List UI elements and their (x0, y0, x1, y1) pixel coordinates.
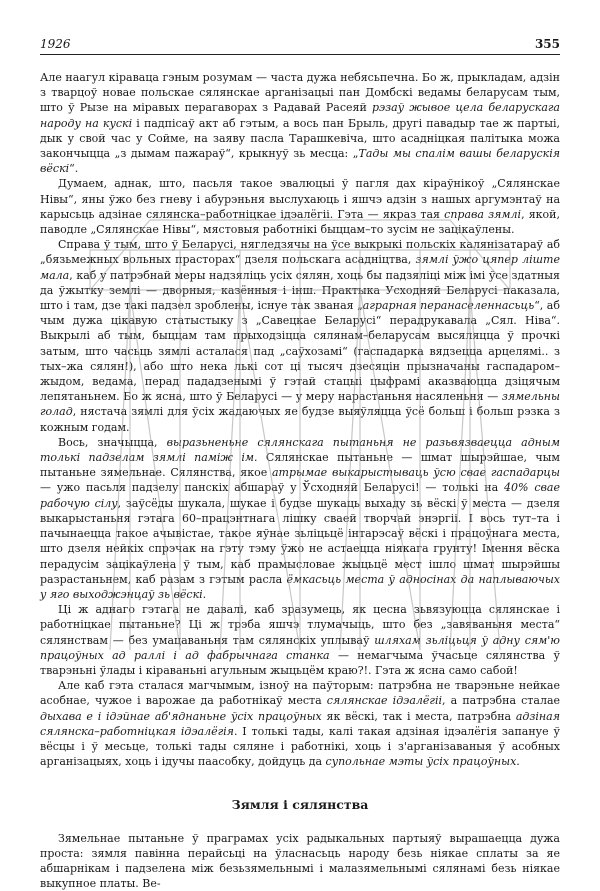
text-run: . (202, 587, 207, 601)
paragraph (40, 602, 560, 678)
text-run: Вось, значыцца, (58, 435, 167, 449)
italic-text: выразьненьне сялянскага пытаньня не разьвязваецца адным толькі падзелам зямлі паміж ім. (40, 435, 560, 465)
text-body-before (40, 70, 560, 769)
section-title: Зямля і сялянства (231, 797, 369, 813)
page-number: 355 (534, 37, 560, 51)
paragraph (40, 70, 560, 176)
text-run: , нястача зямлі для ўсіх жадаючых яе будзе выяўляцца ўсё больш і больш рэзка з кожным годам. (40, 405, 560, 434)
text-run: Але наагул кіраваца гэным розумам — часта дужа небясьпечна. Бо ж, прыкладам, адзін з тварцоў новае польскае сялянскае арганізацыі пан Домбскі ведамы беларусам тым, што ў Рызе на міравых перагаворах з Радавай Расеяй (40, 71, 560, 115)
text-run: , а патрэбна сталае (442, 694, 561, 708)
text-run: Але каб гэта сталася магчымым, ізноў на паўторым: патрэбна не тварэньне нейкае асобнае, чужое і варожае да работнікаў места (40, 679, 560, 708)
page-body (40, 70, 560, 891)
italic-text: 40% свае рабочую сілу (40, 481, 561, 510)
text-run: Думаем, аднак, што, пасьля такое эвалюцыі ў пагля дах кіраўнікоў „Сялянскае Нівы“, яны ўжо без гневу і абурэньня выслухаюць і яшчэ адзін з нашых аргумэнтаў на карысьць адзінае сялянска–работніцкае ідэалёгіі. Гэта — якраз тая (40, 177, 560, 221)
text-run: , якой, паводле „Сялянскае Нівы“, мястовыя работнікі быццам–то зусім не зацікаўлены. (40, 207, 560, 237)
text-run: . І толькі тады, калі такая адзіная ідэалёгія запануе ў вёсцы і ў месьце, толькі тады сяляне і работнікі, хоць і з'арганізаваныя ў асобных арганізацыях, хоць і ідучы паасобку, дойдуць да (40, 724, 560, 769)
text-body-after (40, 831, 560, 891)
italic-text: ёмкасьць места ў адносінах да наплываючых у яго выходжэнцаў зь вёскі (40, 572, 561, 601)
text-run: як вёскі, так і места, патрэбна (321, 709, 516, 723)
italic-text: супольнае мэты ўсіх працоўных (325, 755, 517, 769)
text-run: і падпісаў акт аб гэтым, а вось пан Брыль, другі павадыр тае ж партыі, дык у свой час у Сойме, на заяву пасла Тарашкевіча, што асадніцкая палітыка можа закончыцца „з дымам пажараў“, крыкнуў зь месца: „ (40, 116, 560, 161)
paragraph (40, 678, 560, 769)
text-run: Справа ў тым, што ў Беларусі, нягледзячы на ўсе выкрыкі польскіх калянізатараў аб „бязьмежных вольных прасторах“ дзеля польскага асадніцтва, (40, 238, 560, 267)
text-run: Ці ж аднаго гэтага не давалі, каб зразумець, як цесна зьвязуюцца сялянскае і работніцкае пытаньне? Ці ж трэба яшчэ тлумачыць, што без „завяваньня места“ сялянствам — без умацаваньня там сялянскіх уплываў (40, 603, 560, 647)
text-run: , заўсёды шукала, шукае і будзе шукаць выхаду зь вёскі ў места — дзеля выкарыстаньня гэтага 60–працэнтнага лішку сваей творчай энэргіі. І вось тут–та і пачынаецца такое ачывістае, такое яўнае зьліцьцё інтарэсаў вёскі і працоўнага места, што дзеля нейкіх спрэчак на гэту тэму ўжо не астаецца ніякага грунту! Імення вёска перадусім зацікаўлена ў тым, каб прамысловае жыцьцё мест ішло шмат шырэйшы разрастаньнем, каб разам з гэтым расла (40, 496, 560, 586)
italic-text: шляхам зьліцьця ў адну сям'ю працоўных ад раллі і ад фабрычнага станка (40, 633, 560, 662)
italic-text: адзіная сялянска–работніцкая ідэалёгія (40, 709, 560, 738)
italic-text: атрымае выкарыстываць ўсю свае гаспадарцы (272, 466, 560, 480)
italic-text: зямлі ўжо цяпер ліште мала (40, 253, 561, 282)
text-run: — немагчыма ўчасьце сялянства ў тварэньні ўлады і кіраваньні агульным жыцьцём краю?!. Гэта ж ясна само сабой! (40, 648, 560, 677)
text-run: . (516, 755, 520, 769)
paragraph (40, 435, 560, 602)
italic-text: аграрная перанаселеннасьць (362, 299, 535, 313)
header-year: 1926 (40, 37, 71, 51)
italic-text: Тады мы спалім вашы беларускія вёскі (40, 147, 560, 176)
italic-text: дыхава е і ідэйнае аб'яднаньне ўсіх працоўных (40, 709, 322, 723)
paragraph (40, 237, 560, 435)
italic-text: справа зямлі (444, 207, 522, 221)
page-header (40, 36, 560, 55)
italic-text: зямельны голад (40, 390, 560, 419)
paragraph (40, 176, 560, 237)
text-run: Зямельнае пытаньне ў праграмах усіх радыкальных партыяў вырашаецца дужа проста: зямля павінна перайсьці на ўласнасьць народу безь ніякае сплаты за яе абшарнікам і падзелена між безьзямельнымі і малазямельнымі сялянамі безь ніякае выкупное платы. Ве- (40, 831, 560, 891)
italic-text: сялянскае ідэалёгіі (326, 694, 443, 708)
text-run: , каб у патрэбнай меры надзяліць усіх сялян, хоць бы падзяліці між імі ўсе здатныя да ўжытку землі — дворныя, казённыя і інш. Практыка Усходняй Беларусі паказала, што і там, дзе такі падзел зроблены, існуе так званая „ (40, 268, 560, 313)
text-run: “. (69, 162, 79, 176)
text-run: — ужо пасьля падзелу панскіх абшараў у Ўсходняй Беларусі! — толькі на (40, 481, 505, 495)
text-run: Сялянскае пытаньне — шмат шырэйшае, чым пытаньне зямельнае. Сялянства, якое (40, 451, 560, 480)
text-run: “, аб чым дужа цікавую статыстыку з „Савецкае Беларусі“ перадрукавала „Сял. Ніва“. Выкрылі аб тым, быццам там прыходзіцца сялянам–беларусам высяляцца ў прочкі затым, што часьць зямлі асталася пад „саўхозамі“ (гаспадарка вядзецца арцелямі.. з тых–жа сялян!), або што нека лькі сот ці тысяч дзесяцін прызначаны гаспадаром–жыдом, ведама, перад пададзенымі ў гэтай стацыі цыфрамі аказваюцца дзіцячым лепятаньнем. Бо ж ясна, што ў Беларусі — у меру нарастаньня насяленьня — (40, 299, 560, 404)
italic-text: рэзаў жывое цела беларускага народу на кускі (40, 101, 560, 130)
paragraph (40, 831, 560, 891)
